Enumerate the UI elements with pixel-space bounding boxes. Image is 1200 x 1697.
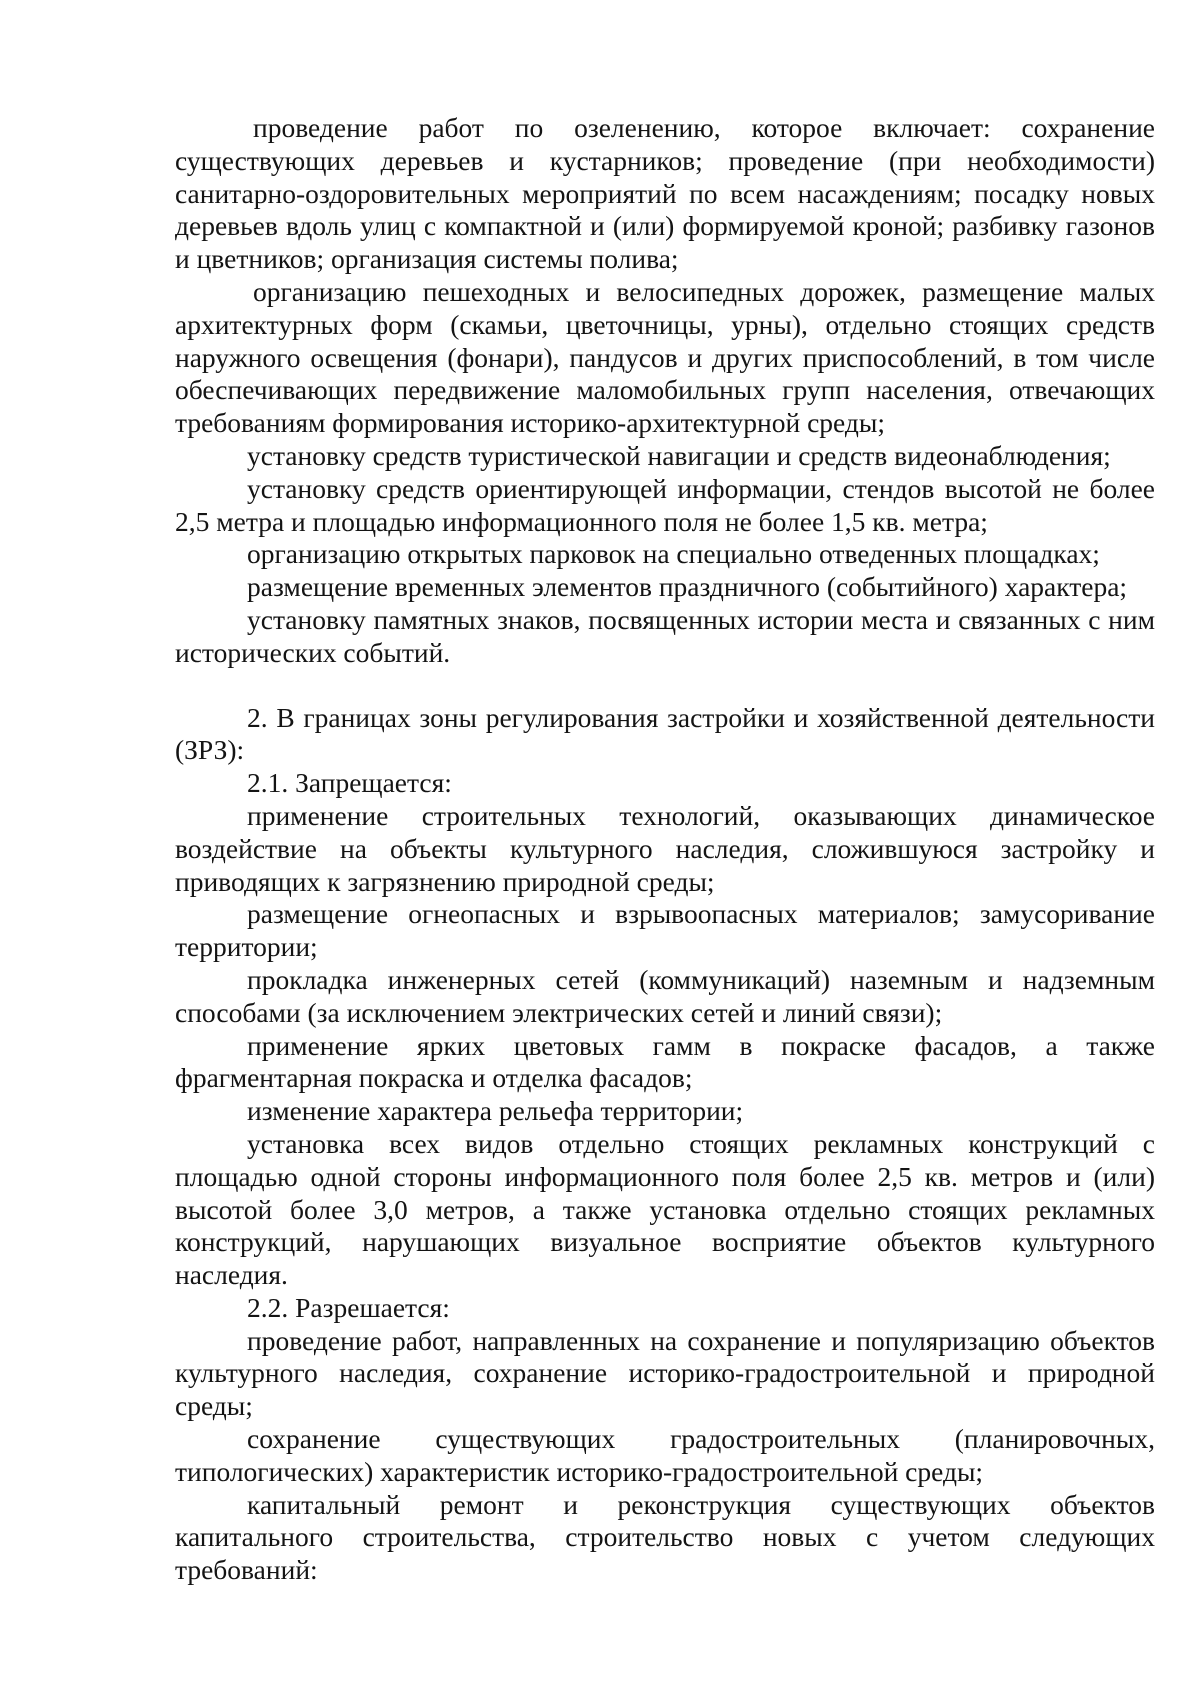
paragraph-open-parking: организацию открытых парковок на специально отведенных площадках; <box>247 538 1100 570</box>
prohibited-item: прокладка инженерных сетей (коммуникаций) наземным и надземным способами (за исключением электрических сетей и линий связи); <box>175 963 1155 1028</box>
permitted-item: сохранение существующих градостроительных (планировочных, типологических) характеристик историко-градостроительной среды; <box>175 1423 1155 1487</box>
prohibited-item: изменение характера рельефа территории; <box>247 1095 744 1127</box>
paragraph-greening: проведение работ по озеленению, которое включает: сохранение существующих деревьев и кустарников; проведение (при необходимости) санитарно-оздоровительных мероприятий по всем насаждениям; посадку новых деревьев вдоль улиц с компактной и (или) формируемой кроной; разбивку газонов и цветников; организация системы полива; <box>175 112 1155 275</box>
section-spacer <box>175 670 1155 702</box>
paragraph-tourist-navigation: установку средств туристической навигации и средств видеонаблюдения; <box>247 439 1111 471</box>
subsection-2-2-title: 2.2. Разрешается: <box>247 1291 450 1323</box>
document-body <box>175 112 1155 1587</box>
prohibited-item: установка всех видов отдельно стоящих рекламных конструкций с площадью одной стороны информационного поля более 2,5 кв. метров и (или) высотой более 3,0 метров, а также установка отдельно стоящих рекламных конструкций, нарушающих визуальное восприятие объектов культурного наследия. <box>175 1127 1155 1291</box>
paragraph-temporary-elements: размещение временных элементов праздничного (событийного) характера; <box>247 571 1128 603</box>
prohibited-item: размещение огнеопасных и взрывоопасных материалов; замусоривание территории; <box>175 898 1155 963</box>
paragraph-pedestrian-paths: организацию пешеходных и велосипедных дорожек, размещение малых архитектурных форм (скамьи, цветочницы, урны), отдельно стоящих средств наружного освещения (фонари), пандусов и других приспособлений, в том числе обеспечивающих передвижение маломобильных групп населения, отвечающих требованиям формирования историко-архитектурной среды; <box>175 275 1155 439</box>
permitted-item: проведение работ, направленных на сохранение и популяризацию объектов культурного наследия, сохранение историко-градостроительной и природной среды; <box>175 1324 1155 1422</box>
permitted-item: капитальный ремонт и реконструкция существующих объектов капитального строительства, строительство новых с учетом следующих требований: <box>175 1488 1155 1586</box>
subsection-2-1-title: 2.1. Запрещается: <box>247 767 452 799</box>
prohibited-item: применение строительных технологий, оказывающих динамическое воздействие на объекты культурного наследия, сложившуюся застройку и приводящих к загрязнению природной среды; <box>175 799 1155 897</box>
section-2-heading: 2. В границах зоны регулирования застройки и хозяйственной деятельности (ЗРЗ): <box>175 701 1155 766</box>
prohibited-item: применение ярких цветовых гамм в покраске фасадов, а также фрагментарная покраска и отделка фасадов; <box>175 1029 1155 1094</box>
paragraph-memorial-signs: установку памятных знаков, посвященных истории места и связанных с ним исторических событий. <box>175 603 1155 668</box>
paragraph-orienting-information: установку средств ориентирующей информации, стендов высотой не более 2,5 метра и площадью информационного поля не более 1,5 кв. метра; <box>175 472 1155 537</box>
